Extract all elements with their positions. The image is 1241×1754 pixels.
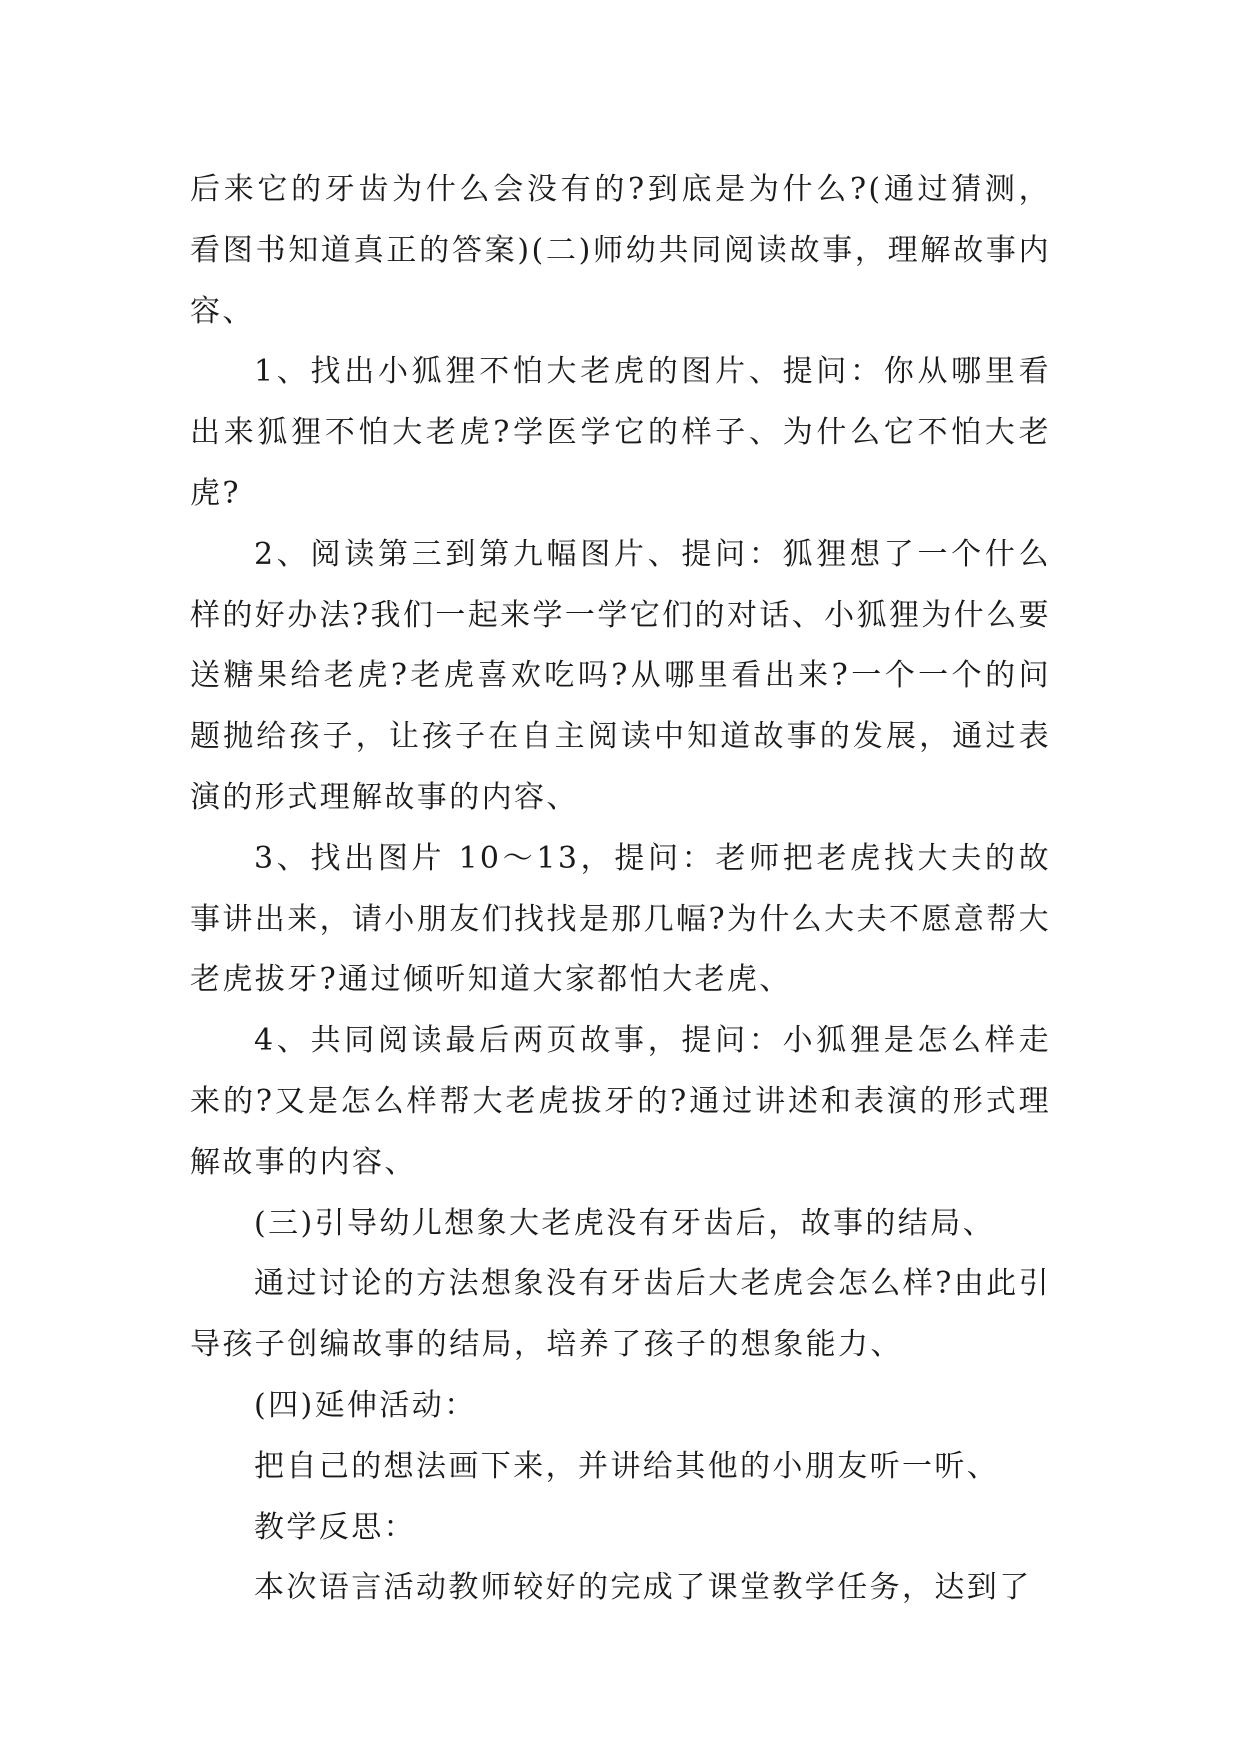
paragraph-11: 本次语言活动教师较好的完成了课堂教学任务，达到了: [254, 1570, 1032, 1606]
paragraph-6: (三)引导幼儿想象大老虎没有牙齿后，故事的结局、: [254, 1205, 996, 1241]
paragraph-8: (四)延伸活动：: [254, 1387, 477, 1423]
paragraph-5: 4、共同阅读最后两页故事，提问：小狐狸是怎么样走来的?又是怎么样帮大老虎拔牙的?通过讲述和表演的形式理解故事的内容、: [190, 1023, 1051, 1180]
paragraph-9: 把自己的想法画下来，并讲给其他的小朋友听一听、: [254, 1448, 1000, 1484]
paragraph-4: 3、找出图片 10～13，提问：老师把老虎找大夫的故事讲出来，请小朋友们找找是那几幅?为什么大夫不愿意帮大老虎拔牙?通过倾听知道大家都怕大老虎、: [190, 840, 1051, 998]
paragraph-10: 教学反思：: [254, 1509, 416, 1545]
paragraph-2: 1、找出小狐狸不怕大老虎的图片、提问：你从哪里看出来狐狸不怕大老虎?学医学它的样子、为什么它不怕大老虎?: [190, 354, 1051, 511]
paragraph-3: 2、阅读第三到第九幅图片、提问：狐狸想了一个什么样的好办法?我们一起来学一学它们的对话、小狐狸为什么要送糖果给老虎?老虎喜欢吃吗?从哪里看出来?一个一个的问题抛给孩子，让孩子在自主阅读中知道故事的发展，通过表演的形式理解故事的内容、: [190, 536, 1051, 815]
paragraph-7: 通过讨论的方法想象没有牙齿后大老虎会怎么样?由此引导孩子创编故事的结局，培养了孩子的想象能力、: [190, 1266, 1051, 1363]
document-body: [190, 160, 1051, 1619]
paragraph-1: 后来它的牙齿为什么会没有的?到底是为什么?(通过猜测，看图书知道真正的答案)(二)师幼共同阅读故事，理解故事内容、: [190, 172, 1051, 329]
